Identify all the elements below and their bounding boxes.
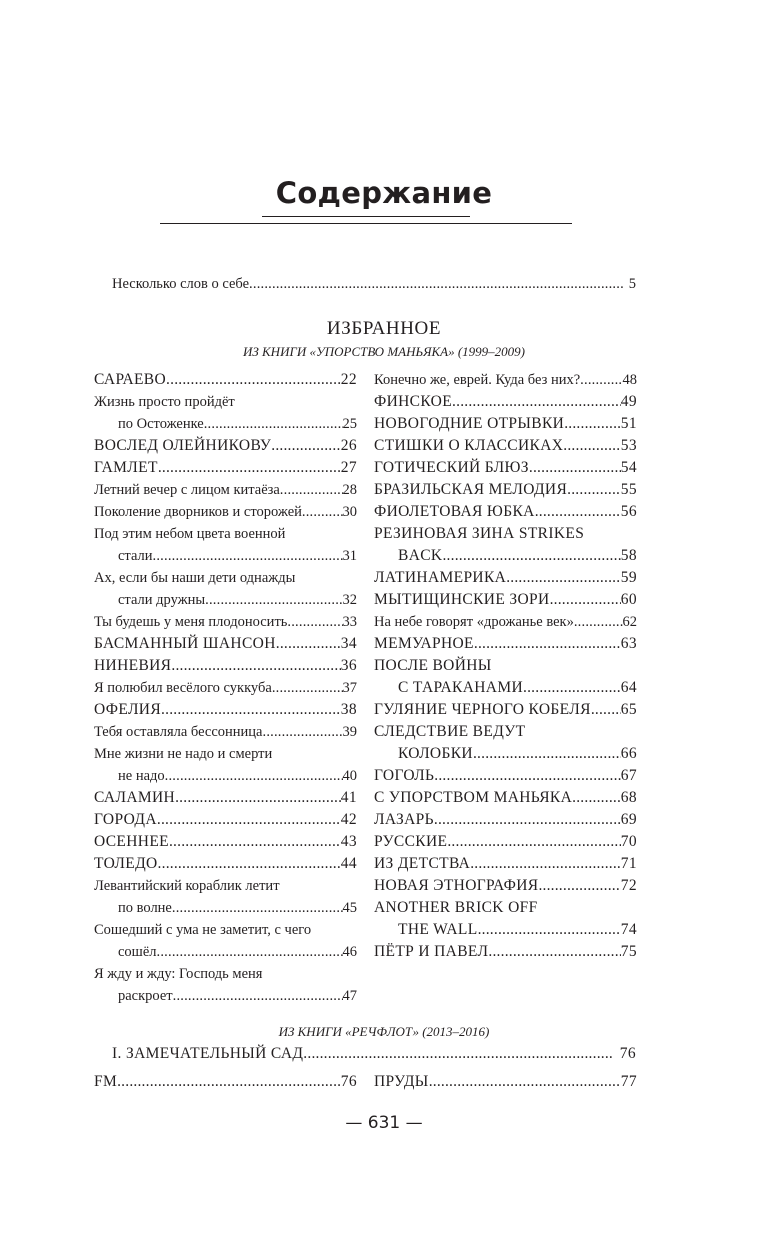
toc-entry-title: СТИШКИ О КЛАССИКАХ — [374, 437, 564, 454]
dot-leader — [535, 502, 621, 522]
toc-entry-title: ГОРОДА — [94, 811, 157, 828]
toc-entry-page: 76 — [340, 1073, 357, 1090]
toc-entry-page: 40 — [342, 768, 357, 784]
toc-entry-title: ЛАТИНАМЕРИКА — [374, 569, 507, 586]
toc-entry[interactable] — [398, 920, 637, 940]
dot-leader — [271, 436, 341, 456]
dot-leader — [572, 788, 621, 808]
toc-entry[interactable] — [94, 810, 357, 830]
toc-entry-page: 67 — [620, 767, 637, 784]
toc-entry[interactable] — [374, 810, 637, 830]
toc-entry-title-line[interactable] — [374, 898, 637, 918]
dot-leader — [550, 590, 621, 610]
toc-entry-page: 30 — [342, 504, 357, 520]
toc-entry-page: 55 — [620, 481, 637, 498]
toc-entry-title: На небе говорят «дрожанье век» — [374, 614, 574, 630]
toc-entry-title-line[interactable] — [94, 920, 357, 940]
toc-entry-title-line[interactable] — [374, 722, 637, 742]
dot-leader — [506, 568, 621, 588]
toc-entry-title: ПРУДЫ — [374, 1073, 429, 1090]
toc-entry-title: Поколение дворников и сторожей — [94, 504, 302, 520]
dot-leader — [175, 788, 341, 808]
toc-entry-title-line[interactable] — [374, 656, 637, 676]
contents-heading: Содержание — [275, 176, 493, 210]
toc-entry-page: 62 — [622, 614, 637, 630]
toc-entry[interactable] — [94, 502, 357, 522]
toc-entry-title: БРАЗИЛЬСКАЯ МЕЛОДИЯ — [374, 481, 568, 498]
toc-entry-page: 26 — [340, 437, 357, 454]
toc-entry-page: 56 — [620, 503, 637, 520]
toc-entry-title: ПЁТР И ПАВЕЛ — [374, 943, 489, 960]
toc-entry-page: 37 — [342, 680, 357, 696]
dot-leader — [165, 766, 343, 786]
dot-leader — [205, 590, 342, 610]
dot-leader — [287, 612, 342, 632]
dot-leader — [567, 480, 621, 500]
toc-entry-page: 22 — [340, 371, 357, 388]
dot-leader — [473, 744, 621, 764]
toc-entry-page: 44 — [340, 855, 357, 872]
toc-entry[interactable] — [94, 480, 357, 500]
toc-entry-page: 41 — [340, 789, 357, 806]
toc-entry-title: не надо — [118, 768, 165, 784]
toc-entry-title: раскроет — [118, 988, 173, 1004]
toc-entry[interactable] — [94, 612, 357, 632]
toc-entry-page: 43 — [340, 833, 357, 850]
toc-entry-page: 53 — [620, 437, 637, 454]
toc-entry-page: 72 — [620, 877, 637, 894]
toc-entry[interactable] — [374, 876, 637, 896]
toc-entry[interactable] — [118, 942, 357, 962]
toc-entry[interactable] — [118, 986, 357, 1006]
toc-entry-title: сошёл — [118, 944, 157, 960]
dot-leader — [538, 876, 620, 896]
toc-entry[interactable] — [374, 854, 637, 874]
toc-entry[interactable] — [94, 436, 357, 456]
toc-entry-title: Ах, если бы наши дети однажды — [94, 570, 296, 586]
toc-entry-page: 71 — [620, 855, 637, 872]
toc-entry-title: ЛАЗАРЬ — [374, 811, 434, 828]
toc-entry-title-line[interactable] — [94, 568, 357, 588]
toc-entry-title: ОФЕЛИЯ — [94, 701, 162, 718]
toc-entry-page: 60 — [620, 591, 637, 608]
toc-entry-title: Жизнь просто пройдёт — [94, 394, 235, 410]
toc-entry-page: 66 — [620, 745, 637, 762]
dot-leader — [447, 832, 620, 852]
dot-leader — [591, 700, 621, 720]
toc-entry-page: 27 — [340, 459, 357, 476]
toc-entry-title: ФИНСКОЕ — [374, 393, 453, 410]
toc-entry-title: Мне жизни не надо и смерти — [94, 746, 273, 762]
toc-entry-title: Я жду и жду: Господь меня — [94, 966, 263, 982]
toc-entry-page: 42 — [340, 811, 357, 828]
dot-leader — [564, 414, 621, 434]
dot-leader — [204, 414, 343, 434]
toc-entry-title: НОВОГОДНИЕ ОТРЫВКИ — [374, 415, 565, 432]
section-title: ИЗБРАННОЕ — [326, 318, 442, 339]
dot-leader — [173, 986, 343, 1006]
dot-leader — [172, 898, 343, 918]
dot-leader — [434, 810, 621, 830]
toc-entry-title-line[interactable] — [374, 524, 637, 544]
toc-entry-page: 58 — [620, 547, 637, 564]
dot-leader — [158, 458, 341, 478]
toc-entry-title-line[interactable] — [94, 964, 357, 984]
toc-entry[interactable] — [374, 370, 637, 390]
toc-entry-title: Конечно же, еврей. Куда без них? — [374, 372, 581, 388]
toc-entry-title: ГОТИЧЕСКИЙ БЛЮЗ — [374, 459, 529, 476]
dot-leader — [452, 392, 621, 412]
toc-entry-title: МЕМУАРНОЕ — [374, 635, 474, 652]
dot-leader — [574, 612, 623, 632]
toc-entry-title-line[interactable] — [94, 524, 357, 544]
dot-leader — [272, 678, 343, 698]
toc-entry[interactable] — [374, 480, 637, 500]
toc-entry-page: 25 — [342, 416, 357, 432]
toc-entry-title-line[interactable] — [94, 744, 357, 764]
toc-entry-page: 70 — [620, 833, 637, 850]
dot-leader — [470, 854, 621, 874]
toc-entry-title: I. ЗАМЕЧАТЕЛЬНЫЙ САД — [112, 1045, 304, 1062]
toc-entry[interactable] — [118, 766, 357, 786]
toc-entry-title: МЫТИЩИНСКИЕ ЗОРИ — [374, 591, 550, 608]
toc-entry[interactable] — [374, 458, 637, 478]
toc-entry[interactable] — [398, 546, 637, 566]
toc-entry-title: САРАЕВО — [94, 371, 167, 388]
toc-entry-page: 46 — [342, 944, 357, 960]
toc-entry-title: FM — [94, 1073, 118, 1090]
toc-entry-title: ANOTHER BRICK OFF — [374, 899, 538, 916]
toc-entry-title: РУССКИЕ — [374, 833, 448, 850]
toc-entry-title: Летний вечер с лицом китаёза — [94, 482, 280, 498]
toc-entry-title: НИНЕВИЯ — [94, 657, 172, 674]
toc-entry-title: Я полюбил весёлого суккуба — [94, 680, 272, 696]
toc-entry-page: 34 — [340, 635, 357, 652]
dot-leader — [474, 634, 621, 654]
toc-entry-title: НОВАЯ ЭТНОГРАФИЯ — [374, 877, 539, 894]
toc-entry[interactable] — [374, 414, 637, 434]
dot-leader — [523, 678, 621, 698]
dot-leader — [276, 634, 341, 654]
toc-entry[interactable] — [374, 502, 637, 522]
toc-entry-page: 49 — [620, 393, 637, 410]
dot-leader — [161, 700, 341, 720]
toc-entry-title: стали дружны — [118, 592, 206, 608]
toc-entry-page: 45 — [342, 900, 357, 916]
dot-leader — [157, 942, 343, 962]
toc-entry-page: 74 — [620, 921, 637, 938]
toc-entry-page: 63 — [620, 635, 637, 652]
toc-entry[interactable] — [374, 832, 637, 852]
dot-leader — [434, 766, 621, 786]
toc-entry-title: С УПОРСТВОМ МАНЬЯКА — [374, 789, 573, 806]
toc-entry-page: 39 — [342, 724, 357, 740]
toc-entry-part[interactable] — [112, 1044, 636, 1064]
dot-leader — [171, 656, 340, 676]
toc-entry-title: ТОЛЕДО — [94, 855, 158, 872]
dot-leader — [302, 502, 343, 522]
toc-entry[interactable] — [94, 700, 357, 720]
toc-entry-page: 69 — [620, 811, 637, 828]
heading-underline — [262, 216, 470, 217]
toc-entry-title: ФИОЛЕТОВАЯ ЮБКА — [374, 503, 535, 520]
toc-entry[interactable] — [118, 546, 357, 566]
dot-leader — [169, 832, 341, 852]
dot-leader — [249, 274, 623, 294]
toc-entry-title: С ТАРАКАНАМИ — [398, 679, 524, 696]
toc-entry[interactable] — [118, 590, 357, 610]
toc-entry[interactable] — [94, 854, 357, 874]
toc-entry[interactable] — [94, 832, 357, 852]
toc-entry-title: СЛЕДСТВИЕ ВЕДУТ — [374, 723, 526, 740]
toc-entry[interactable] — [94, 458, 357, 478]
toc-entry[interactable] — [374, 700, 637, 720]
dot-leader — [117, 1072, 341, 1092]
toc-entry-title: САЛАМИН — [94, 789, 176, 806]
toc-entry-page: 38 — [340, 701, 357, 718]
toc-entry[interactable] — [374, 788, 637, 808]
toc-entry-page: 76 — [619, 1045, 636, 1062]
toc-entry-page: 47 — [342, 988, 357, 1004]
dot-leader — [158, 854, 341, 874]
dot-leader — [429, 1072, 621, 1092]
toc-entry-page: 64 — [620, 679, 637, 696]
toc-entry-page: 65 — [620, 701, 637, 718]
toc-entry-title: BACK — [398, 547, 443, 564]
toc-entry[interactable] — [374, 612, 637, 632]
dot-leader — [478, 920, 621, 940]
dot-leader — [303, 1044, 614, 1064]
dot-leader — [580, 370, 622, 390]
toc-entry-title-line[interactable] — [94, 876, 357, 896]
toc-entry-intro[interactable] — [112, 274, 636, 294]
toc-entry-page: 31 — [342, 548, 357, 564]
toc-entry-title: КОЛОБКИ — [398, 745, 473, 762]
dot-leader — [442, 546, 620, 566]
heading-rule — [160, 223, 572, 224]
dot-leader — [280, 480, 343, 500]
toc-entry-page: 36 — [340, 657, 357, 674]
toc-entry-title: стали — [118, 548, 153, 564]
dot-leader — [263, 722, 343, 742]
toc-entry-page: 75 — [620, 943, 637, 960]
toc-entry-title: ИЗ ДЕТСТВА — [374, 855, 471, 872]
toc-entry-page: 77 — [620, 1073, 637, 1090]
toc-entry[interactable] — [94, 722, 357, 742]
toc-entry-title: ГУЛЯНИЕ ЧЕРНОГО КОБЕЛЯ — [374, 701, 591, 718]
toc-entry-title: Под этим небом цвета военной — [94, 526, 286, 542]
dot-leader — [166, 370, 341, 390]
toc-entry-title: РЕЗИНОВАЯ ЗИНА STRIKES — [374, 525, 585, 542]
toc-entry-title: Несколько слов о себе — [112, 276, 250, 292]
toc-entry[interactable] — [118, 414, 357, 434]
toc-entry[interactable] — [94, 678, 357, 698]
toc-entry[interactable] — [94, 634, 357, 654]
page-number: — 631 — — [345, 1113, 423, 1133]
section-subtitle: ИЗ КНИГИ «УПОРСТВО МАНЬЯКА» (1999–2009) — [242, 344, 526, 359]
toc-entry-page: 51 — [620, 415, 637, 432]
section-subtitle-2: ИЗ КНИГИ «РЕЧФЛОТ» (2013–2016) — [278, 1024, 490, 1039]
toc-entry-title: Левантийский кораблик летит — [94, 878, 280, 894]
dot-leader — [488, 942, 620, 962]
toc-entry-title: БАСМАННЫЙ ШАНСОН — [94, 635, 276, 652]
dot-leader — [529, 458, 621, 478]
toc-entry[interactable] — [94, 370, 357, 390]
toc-entry[interactable] — [374, 1072, 637, 1092]
toc-entry[interactable] — [374, 392, 637, 412]
toc-entry-title: Сошедший с ума не заметит, с чего — [94, 922, 312, 938]
toc-entry-title: ГАМЛЕТ — [94, 459, 158, 476]
toc-entry-title: ПОСЛЕ ВОЙНЫ — [374, 657, 492, 674]
toc-entry-page: 33 — [342, 614, 357, 630]
toc-entry-page: 32 — [342, 592, 357, 608]
toc-entry-page: 28 — [342, 482, 357, 498]
toc-entry[interactable] — [94, 656, 357, 676]
toc-entry-title: THE WALL — [398, 921, 478, 938]
toc-entry-title: ВОСЛЕД ОЛЕЙНИКОВУ — [94, 437, 272, 454]
toc-entry-page: 59 — [620, 569, 637, 586]
dot-leader — [563, 436, 621, 456]
toc-entry[interactable] — [374, 766, 637, 786]
toc-entry-title: по волне — [118, 900, 172, 916]
toc-entry-title: Ты будешь у меня плодоносить — [94, 614, 288, 630]
dot-leader — [153, 546, 343, 566]
toc-entry[interactable] — [398, 744, 637, 764]
toc-entry-page: 5 — [628, 276, 636, 292]
toc-entry[interactable] — [94, 1072, 357, 1092]
toc-entry[interactable] — [374, 942, 637, 962]
toc-entry[interactable] — [374, 568, 637, 588]
toc-entry-title: ОСЕННЕЕ — [94, 833, 169, 850]
toc-entry[interactable] — [94, 788, 357, 808]
toc-entry[interactable] — [398, 678, 637, 698]
toc-entry-page: 48 — [622, 372, 637, 388]
toc-entry-title-line[interactable] — [94, 392, 357, 412]
toc-entry[interactable] — [374, 436, 637, 456]
toc-entry-page: 54 — [620, 459, 637, 476]
dot-leader — [157, 810, 341, 830]
toc-entry[interactable] — [374, 634, 637, 654]
toc-entry[interactable] — [374, 590, 637, 610]
toc-entry[interactable] — [118, 898, 357, 918]
toc-entry-page: 68 — [620, 789, 637, 806]
toc-entry-title: по Остоженке — [118, 416, 204, 432]
toc-entry-title: Тебя оставляла бессонница — [94, 724, 263, 740]
toc-entry-title: ГОГОЛЬ — [374, 767, 435, 784]
